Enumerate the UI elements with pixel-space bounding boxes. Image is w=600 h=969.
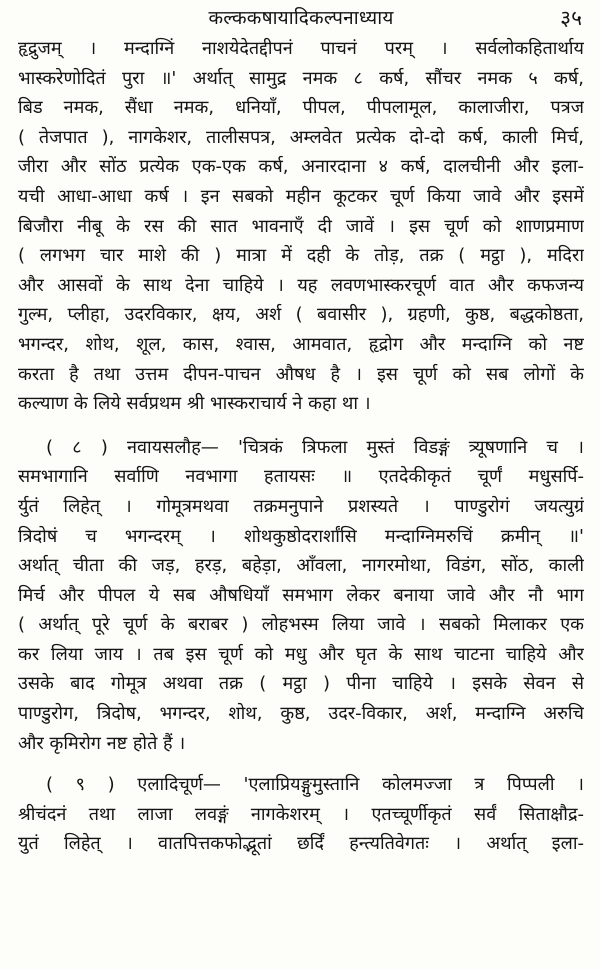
text-line: जीरा और सोंठ प्रत्येक एक-एक कर्ष, अनारदाना ४ कर्ष, दालचीनी और इला- [18,156,584,178]
text-line: और कृमिरोग नष्ट होते हैं । [18,732,186,754]
running-title: कल्ककषायादिकल्पनाध्याय [208,7,394,29]
text-line: भास्करेणोदितं पुरा ॥' अर्थात् सामुद्र नमक ८ कर्ष, सौंचर नमक ५ कर्ष, [18,67,584,89]
text-line: गुल्म, प्लीहा, उदरविकार, क्षय, अर्श ( बवासीर ), ग्रहणी, कुष्ठ, बद्धकोष्ठता, [18,304,584,326]
text-line: ( ८ ) नवायसलौह— 'चित्रकं त्रिफला मुस्तं विडङ्गं त्र्यूषणानि च । [46,436,584,458]
text-line: भगन्दर, शोथ, शूल, कास, श्वास, आमवात, हृद्रोग और मन्दाग्नि को नष्ट [18,333,584,355]
text-line: करता है तथा उत्तम दीपन-पाचन औषध है । इस चूर्ण को सब लोगों के [18,363,584,385]
text-line: उसके बाद गोमूत्र अथवा तक्र ( मट्ठा ) पीना चाहिये । इसके सेवन से [18,673,584,695]
text-line: त्रिदोषं च भगन्दरम् । शोथकुष्ठोदरार्शांसि मन्दाग्निमरुचिं क्रमीन् ॥' [18,525,584,547]
text-line: बिजौरा नीबू के रस की सात भावनाएँ दी जावें । इस चूर्ण को शाणप्रमाण [18,215,584,237]
paragraph-gap [18,419,584,433]
text-line: मिर्च और पीपल ये सब औषधियाँ समभाग लेकर बनाया जावे और नौ भाग [18,584,584,606]
text-line: ( तेजपात ), नागकेशर, तालीसपत्र, अम्लवेत प्रत्येक दो-दो कर्ष, काली मिर्च, [18,126,584,148]
paragraph-eladichurna [18,770,584,859]
text-line: यची आधा-आधा कर्ष । इन सबको महीन कूटकर चूर्ण किया जावे और इसमें [18,185,584,207]
text-line: ( ९ ) एलादिचूर्ण— 'एलाप्रियङ्गुमुस्तानि कोलमज्जा त्र पिप्पली । [46,774,584,796]
text-line: पाण्डुरोग, त्रिदोष, भगन्दर, शोथ, कुष्ठ, उदर-विकार, अर्श, मन्दाग्नि अरुचि [18,703,584,725]
paragraph-gap [18,758,584,770]
text-line: ( लगभग चार माशे की ) मात्रा में दही के तोड़, तक्र ( मट्ठा ), मदिरा [18,245,584,267]
page-number: ३५ [560,6,582,30]
text-line: श्रीचंदनं तथा लाजा लवङ्गं नागकेशरम् । एतच्चूर्णीकृतं सर्वं सिताक्षौद्र- [18,803,584,825]
text-line: युतं लिहेत् । वातपित्तकफोद्भूतां छर्दिं हन्त्यतिवेगतः । अर्थात् इला- [18,833,584,855]
text-line: अर्थात् चीता की जड़, हरड़, बहेड़ा, आँवला, नागरमोथा, विडंग, सोंठ, काली [18,555,584,577]
text-line: समभागानि सर्वाणि नवभागा हतायसः ॥ एतदेकीकृतं चूर्णं मधुसर्पि- [18,466,584,488]
paragraph-navayasloh [18,433,584,759]
text-line: और आसवों के साथ देना चाहिये । यह लवणभास्करचूर्ण वात और कफजन्य [18,274,584,296]
paragraph-lavanabhaskar [18,34,584,419]
text-line: हृद्रुजम् । मन्दाग्निं नाशयेदेतद्दीपनं पाचनं परम् । सर्वलोकहितार्थाय [18,38,584,59]
text-line: र्युतं लिहेत् । गोमूत्रमथवा तक्रमनुपाने प्रशस्यते । पाण्डुरोगं जयत्युग्रं [18,495,584,517]
page-header [18,4,584,34]
text-line: कल्याण के लिये सर्वप्रथम श्री भास्कराचार्य ने कहा था । [18,393,371,415]
text-line: बिड नमक, सैंधा नमक, धनियाँ, पीपल, पीपलामूल, कालाजीरा, पत्रज [18,97,584,119]
text-line: ( अर्थात् पूरे चूर्ण के बराबर ) लोहभस्म लिया जावे । सबको मिलाकर एक [18,614,584,636]
text-line: कर लिया जाय । तब इस चूर्ण को मधु और घृत के साथ चाटना चाहिये और [18,643,584,665]
